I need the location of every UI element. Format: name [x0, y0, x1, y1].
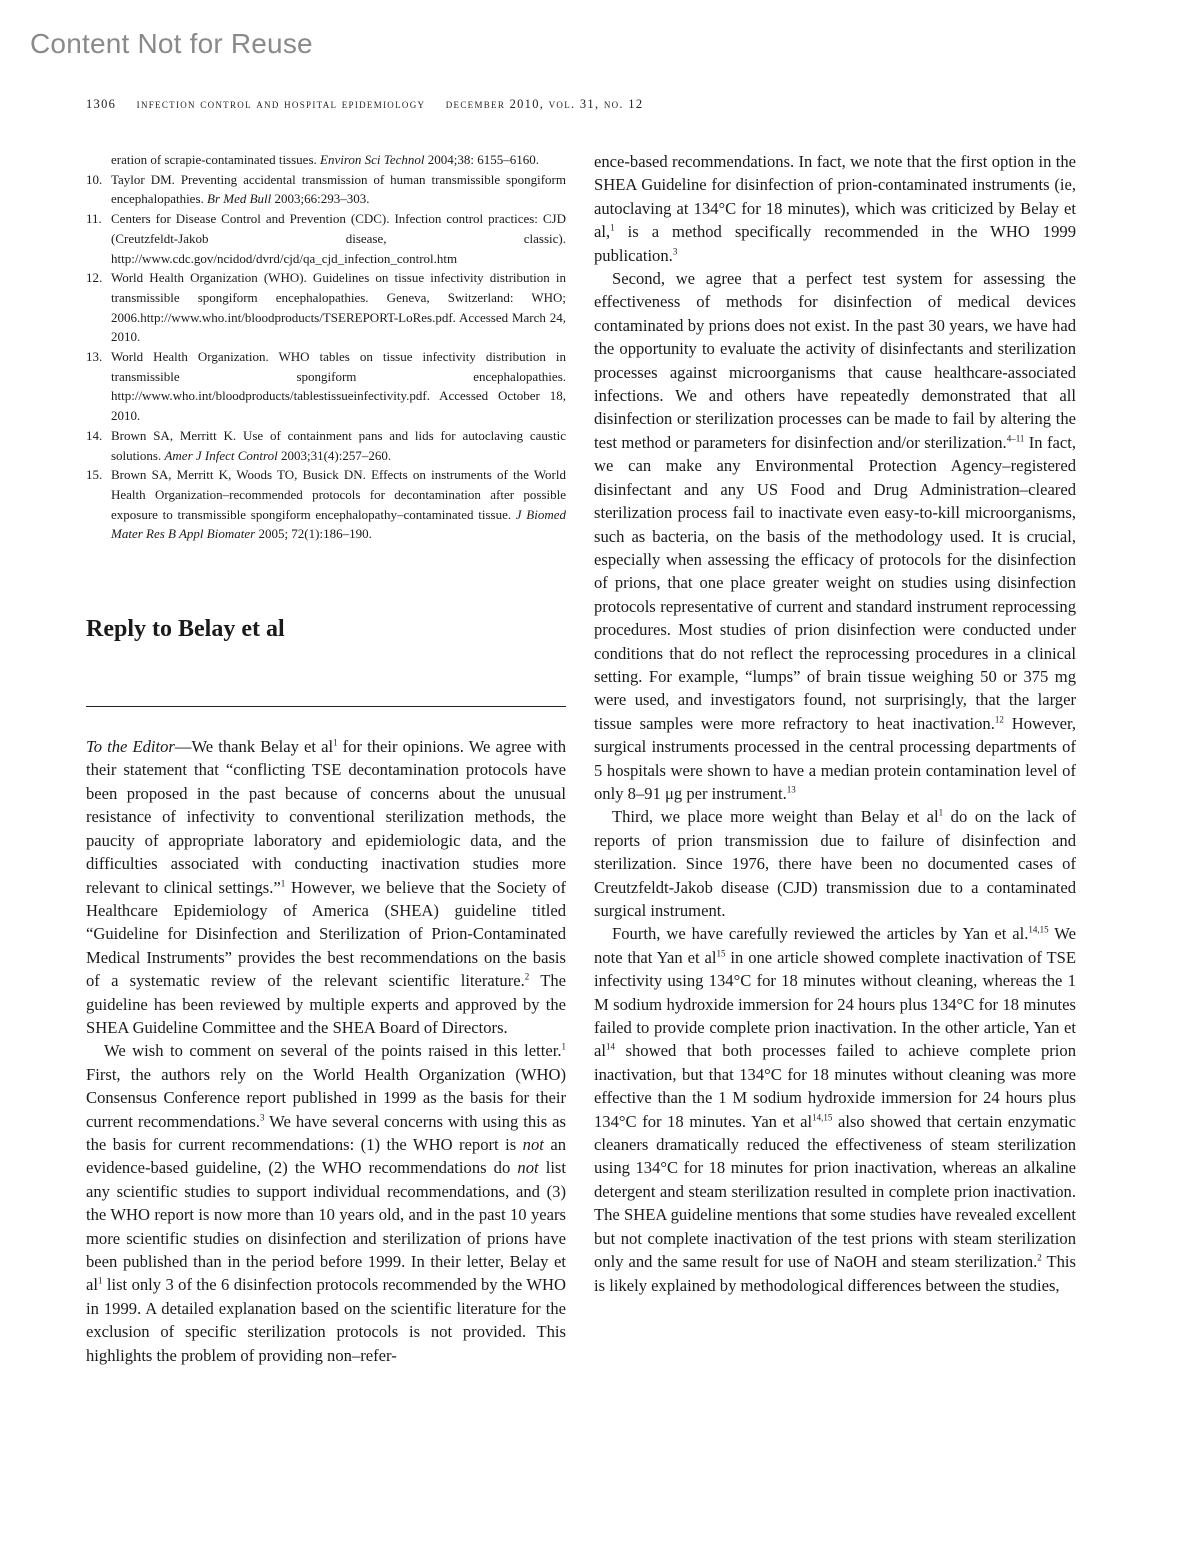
citation-marker: 14	[605, 1041, 615, 1052]
citation-marker: 2	[524, 971, 530, 982]
citation-marker: 3	[260, 1112, 265, 1123]
article-title: Reply to Belay et al	[86, 616, 285, 643]
reference-item	[86, 347, 566, 426]
reference-journal: J Biomed Mater Res B Appl Biomater	[111, 506, 566, 542]
reference-text: World Health Organization. WHO tables on tissue infectivity distribution in transmissible spongiform encephalopathies. http://www.who.int/bloodproducts/tablestissueinfectivity.pdf. Accessed October 18, 2010.	[111, 349, 566, 424]
body-paragraph: Fourth, we have carefully reviewed the articles by Yan et al.$^{14,15}$ We note that Yan et $al^{15}$ in one article showed complete inactivation of TSE infectivity using 134°C for 18 minutes without cleaning, whereas the 1 M sodium hydroxide immersion for 24 hours plus 134°C for 18 minutes failed to provide complete prion inactivation. In the other article, Yan et $al^{14}$ showed that both processes failed to achieve complete prion inactivation, but that 134°C for 18 minutes without cleaning was more effective than the 1 M sodium hydroxide immersion for 24 hours plus 134°C for 18 minutes. Yan et al$^{14,15}$ also showed that certain enzymatic cleaners dramatically reduced the effectiveness of steam sterilization using 134°C for 18 minutes for prion inactivation, whereas an alkaline detergent and steam sterilization resulted in complete prion inactivation. The SHEA guideline mentions that some studies have revealed excellent but not complete inactivation of the test prions with steam sterilization only and the same result for use of NaOH and steam sterilization.$^2$ This is likely explained by methodological differences between the studies,	[594, 924, 1077, 1295]
citation-marker: 3	[672, 246, 678, 257]
body-paragraph: Third, we place more weight than Belay et $al^1$ do on the lack of reports of prion transmission due to failure of disinfection and sterilization. Since 1976, there have been no documented cases of Creutzfeldt-Jakob disease (CJD) transmission due to a contaminated surgical instrument.	[594, 807, 1076, 920]
citation-marker: 1	[938, 807, 944, 818]
reference-item	[86, 170, 566, 209]
reference-text: Brown SA, Merritt K, Woods TO, Busick DN. Effects on instruments of the World Health Organization–recommended protocols for decontamination after possible exposure to transmissible spongiform encephalopathy–contaminated tissue.	[111, 467, 566, 522]
emphasis: not	[522, 1134, 544, 1154]
reference-number: 11.	[86, 211, 102, 227]
body-paragraph: Second, we agree that a perfect test system for assessing the effectiveness of methods for disinfection of medical devices contaminated by prions does not exist. In the past 30 years, we have had the opportunity to evaluate the activity of disinfectants and sterilization processes against microorganisms that cause healthcare-associated infections. We and others have repeatedly demonstrated that all disinfection or sterilization processes can be made to fail by altering the test method or parameters for disinfection and/or sterilization.$^{4-11}$ In fact, we can make any Environmental Protection Agency–registered disinfectant and any US Food and Drug Administration–cleared sterilization process fail to inactivate even easy-to-kill microorganisms, such as bacteria, on the basis of the methodology used. It is crucial, especially when assessing the efficacy of protocols for the disinfection of prions, that one place greater weight on studies using disinfection protocols representative of current and standard instrument reprocessing procedures. Most studies of prion disinfection were conducted under conditions that do not reflect the reprocessing procedures in a clinical setting. For example, “lumps” of brain tissue weighing 50 or 375 mg were used, and investigators found, not surprisingly, that the larger tissue samples were more refractory to heat inactivation.$^{12}$ However, surgical instruments processed in the central processing departments of 5 hospitals were shown to have a median protein contamination level of only 8–91 μg per instrument.$^{13}$	[594, 269, 1077, 803]
reference-item	[86, 465, 566, 544]
right-column	[594, 150, 1076, 1297]
citation-marker: 4–11	[1006, 433, 1025, 444]
citation-marker: 2	[1037, 1252, 1042, 1263]
reference-citation: 2005; 72(1):186–190.	[255, 526, 372, 542]
issue-info: december 2010, vol. 31, no. 12	[445, 97, 644, 111]
reference-item	[86, 150, 566, 170]
salutation: To the Editor	[86, 737, 175, 757]
citation-marker: 13	[786, 784, 796, 795]
citation-marker: 1	[97, 1275, 103, 1286]
emphasis: not	[517, 1158, 539, 1178]
reference-item	[86, 209, 566, 268]
reference-journal: Amer J Infect Control	[164, 447, 278, 463]
citation-marker: 1	[561, 1041, 566, 1052]
reference-journal: Environ Sci Technol	[320, 152, 425, 167]
reference-text: Brown SA, Merritt K. Use of containment pans and lids for autoclaving caustic solutions.	[111, 427, 566, 463]
reference-text: Taylor DM. Preventing accidental transmission of human transmissible spongiform encephalopathies.	[111, 171, 566, 207]
citation-marker: 15	[716, 948, 726, 959]
reference-text: Centers for Disease Control and Prevention (CDC). Infection control practices: CJD (Creutzfeldt-Jakob disease, classic). http://www.cdc.gov/ncidod/dvrd/cjd/qa_cjd_infection_control.htm	[111, 211, 566, 266]
reference-number: 14.	[86, 427, 103, 443]
journal-name: infection control and hospital epidemiology	[136, 97, 426, 111]
citation-marker: 12	[994, 714, 1004, 725]
page-number: 1306	[86, 97, 117, 111]
reference-citation: 2004;38: 6155–6160.	[424, 152, 539, 167]
reference-list	[86, 150, 566, 544]
reference-item	[86, 268, 566, 347]
reference-item	[86, 426, 566, 465]
reference-number: 10.	[86, 171, 103, 187]
body-paragraph: To the Editor—We thank Belay et $al^1$ for their opinions. We agree with their statement that “conflicting TSE decontamination protocols have been proposed in the past because of concerns about the unusual resistance of infectivity to conventional sterilization methods, the paucity of appropriate laboratory and epidemiologic data, and the difficulties associated with conducting inactivation studies more relevant to clinical settings.”$^1$ However, we believe that the Society of Healthcare Epidemiology of America (SHEA) guideline titled “Guideline for Disinfection and Sterilization of Prion-Contaminated Medical Instruments” provides the best recommendations on the basis of a systematic review of the relevant scientific literature.$^2$ The guideline has been reviewed by multiple experts and approved by the SHEA Guideline Committee and the SHEA Board of Directors.	[86, 737, 566, 1037]
reference-citation: 2003;66:293–303.	[271, 191, 370, 207]
watermark: Content Not for Reuse	[30, 28, 313, 59]
left-body	[86, 735, 566, 1367]
citation-marker: 1	[280, 877, 286, 888]
citation-marker: 14,15	[812, 1112, 833, 1123]
body-paragraph: We wish to comment on several of the points raised in this letter.$^1$ First, the authors rely on the World Health Organization (WHO) Consensus Conference report published in 1999 as the basis for their current recommendations.$^3$ We have several concerns with using this as the basis for current recommendations: (1) the WHO report is not an evidence-based guideline, (2) the WHO recommendations do not list any scientific studies to support individual recommendations, and (3) the WHO report is now more than 10 years old, and in the past 10 years more scientific studies on disinfection and sterilization of prions have been published than in the period before 1999. In their letter, Belay et $al^1$ list only 3 of the 6 disinfection protocols recommended by the WHO in 1999. A detailed explanation based on the scientific literature for the exclusion of specific sterilization protocols is not provided. This highlights the problem of providing non–refer-	[86, 1041, 567, 1365]
title-rule	[86, 706, 566, 707]
citation-marker: 14,15	[1028, 924, 1049, 935]
citation-marker: 1	[610, 222, 615, 233]
reference-journal: Br Med Bull	[207, 191, 272, 207]
reference-number: 15.	[86, 467, 103, 483]
reference-citation: 2003;31(4):257–260.	[277, 447, 392, 463]
running-head	[86, 97, 1086, 112]
reference-text: World Health Organization (WHO). Guidelines on tissue infectivity distribution in transmissible spongiform encephalopathies. Geneva, Switzerland: WHO; 2006.http://www.who.int/bloodproducts/TSEREPORT-LoRes.pdf. Accessed March 24, 2010.	[111, 270, 566, 345]
reference-text: eration of scrapie-contaminated tissues.	[111, 152, 321, 167]
reference-number: 13.	[86, 349, 103, 365]
citation-marker: 1	[333, 737, 338, 748]
left-column	[86, 150, 566, 1367]
body-paragraph: ence-based recommendations. In fact, we note that the first option in the SHEA Guideline for disinfection of prion-contaminated instruments (ie, autoclaving at 134°C for 18 minutes), which was criticized by Belay et al,$^1$ is a method specifically recommended in the WHO 1999 publication.$^3$	[594, 152, 1076, 265]
reference-number: 12.	[86, 270, 103, 286]
